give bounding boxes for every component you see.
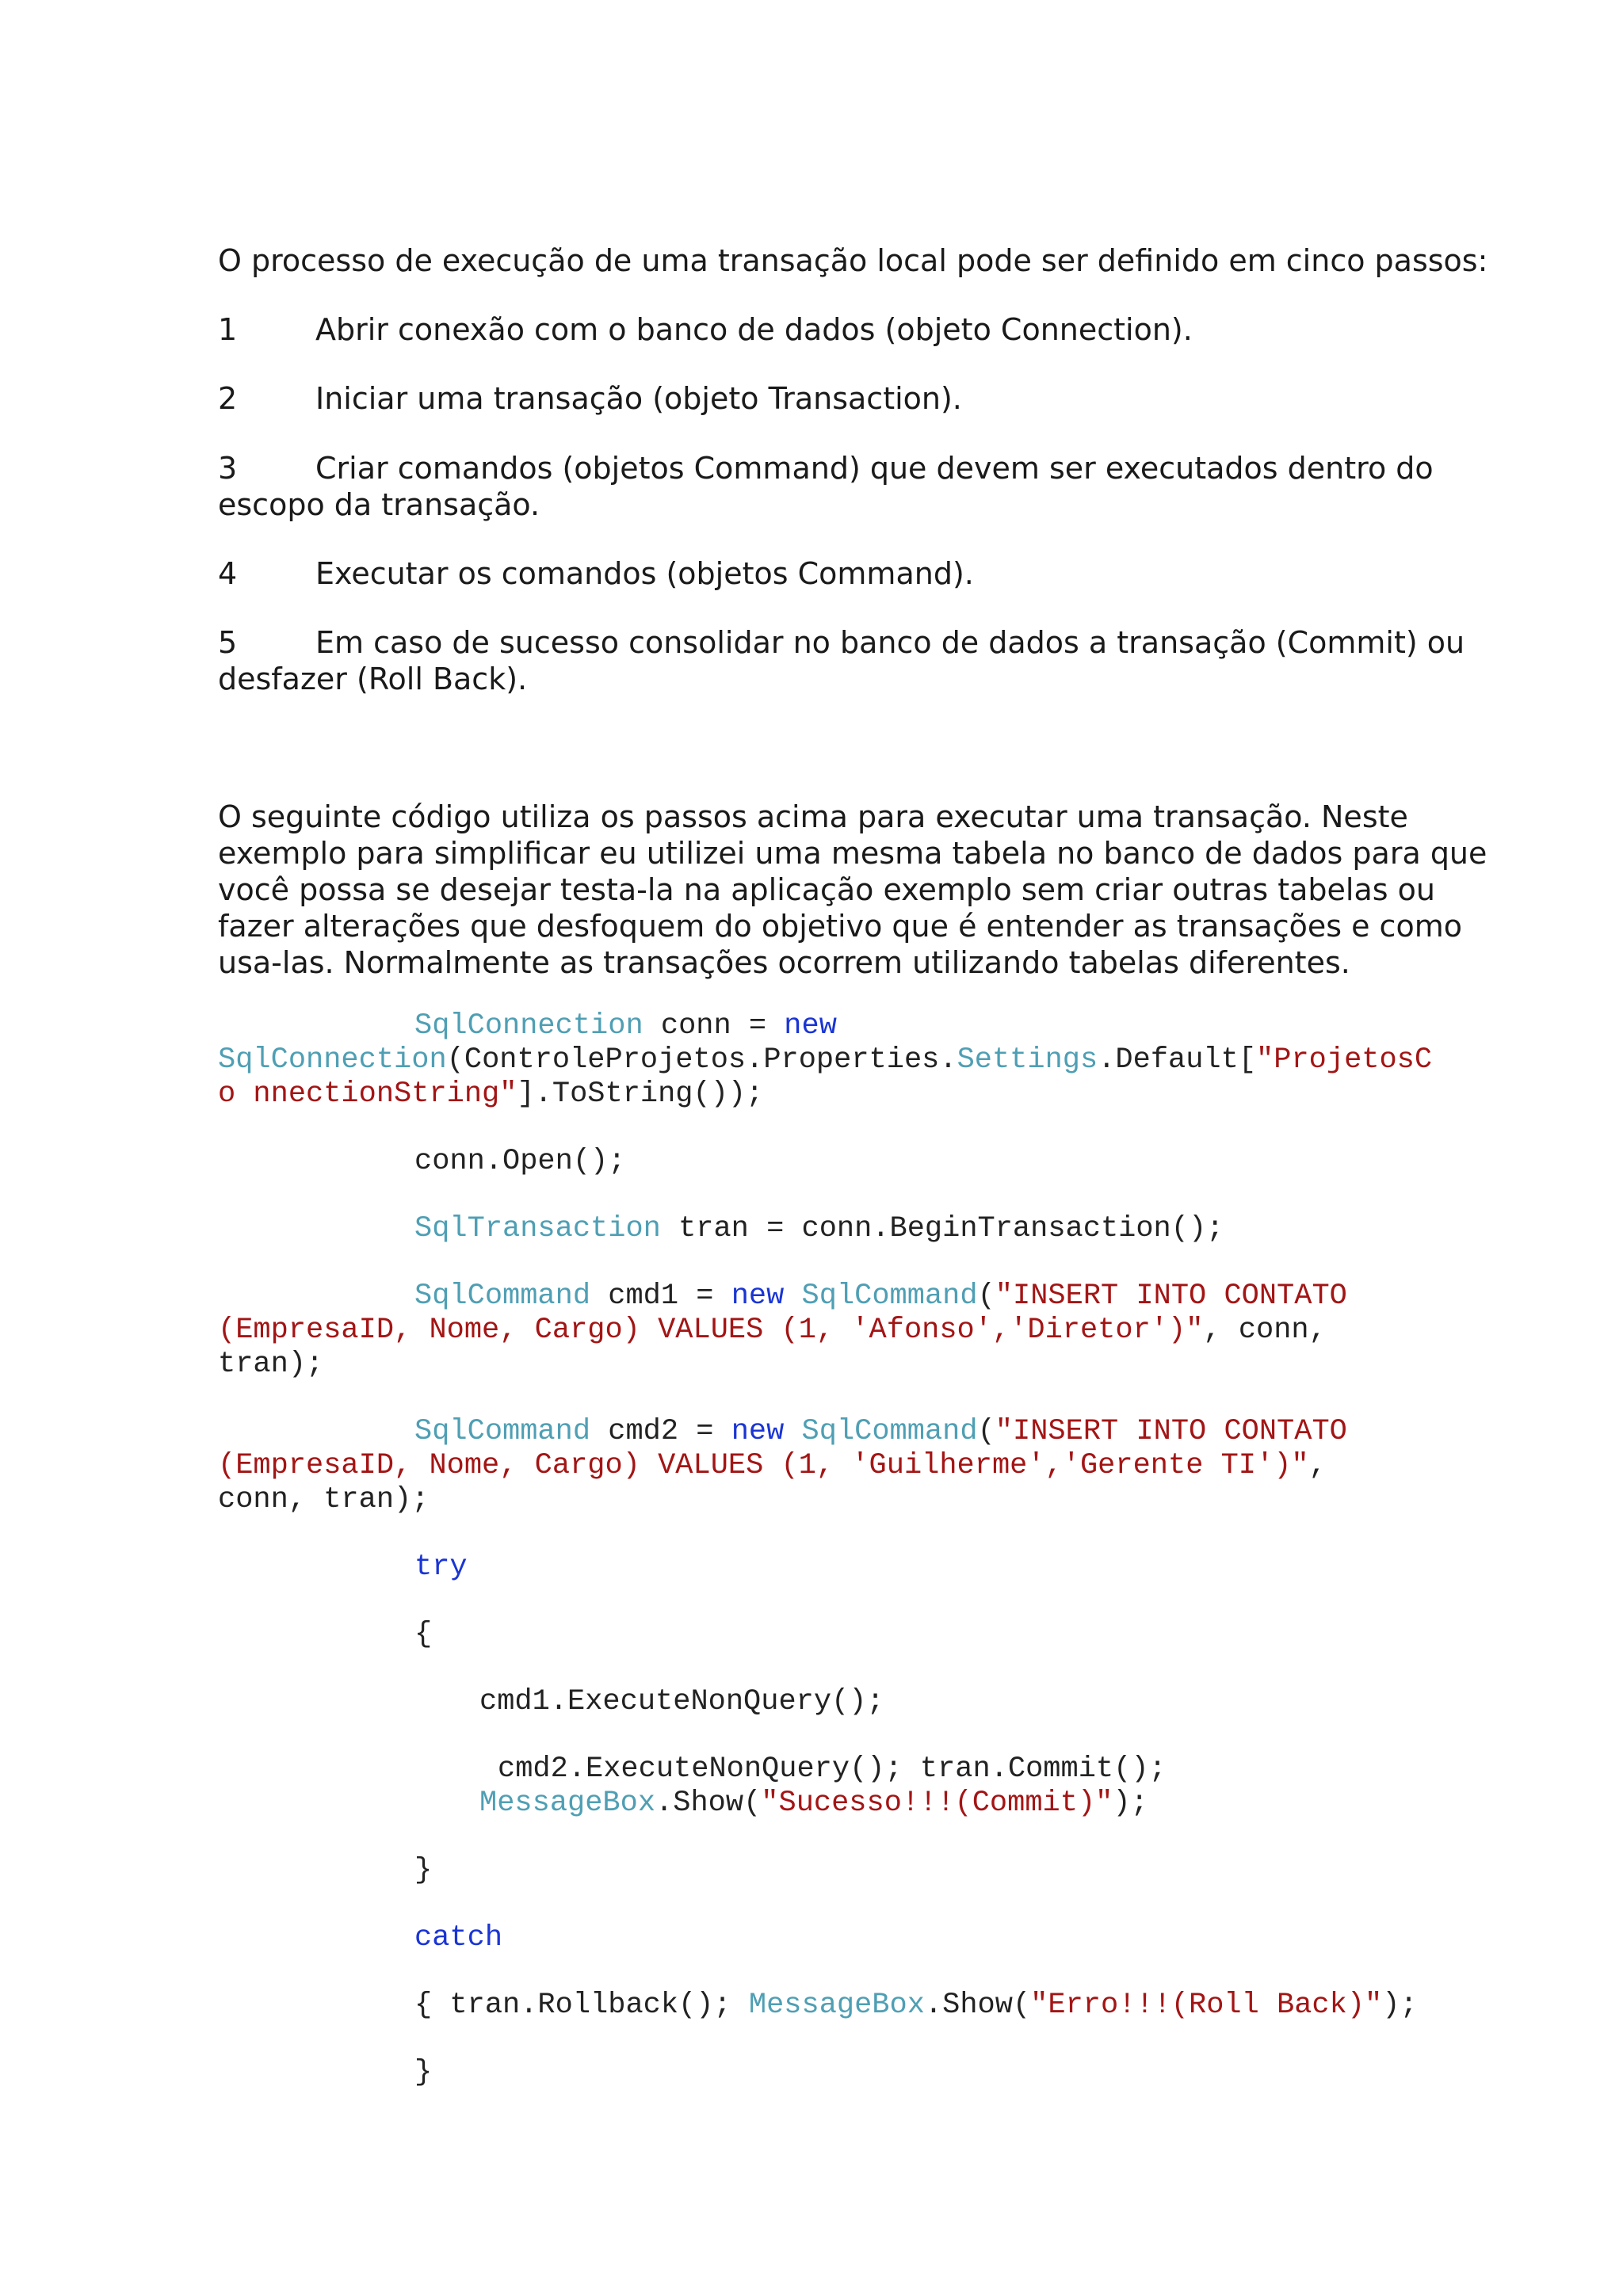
step-text: Em caso de sucesso consolidar no banco de dados a transação (Commit) ou [315,625,1465,660]
paragraph-line: fazer alterações que desfoquem do objetivo que é entender as transações e como [218,909,1462,944]
code-line: { tran.Rollback(); MessageBox.Show("Erro!!!(Roll Back)"); [414,1989,1418,2022]
code-line: SqlCommand cmd1 = new SqlCommand("INSERT INTO CONTATO [414,1280,1347,1313]
step-text: Executar os comandos (objetos Command). [315,556,974,591]
paragraph-line: você possa se desejar testa-la na aplicação exemplo sem criar outras tabelas ou [218,872,1435,907]
code-line: cmd2.ExecuteNonQuery(); tran.Commit(); [498,1753,1167,1786]
step-text-continued: escopo da transação. [218,487,540,522]
code-line: SqlTransaction tran = conn.BeginTransaction(); [414,1212,1224,1245]
paragraph-line: usa-las. Normalmente as transações ocorrem utilizando tabelas diferentes. [218,945,1350,980]
code-line: catch [414,1921,503,1955]
paragraph-line: O seguinte código utiliza os passos acima para executar uma transação. Neste [218,799,1408,834]
step-number: 5 [218,625,238,660]
step-text: Abrir conexão com o banco de dados (objeto Connection). [315,312,1193,347]
code-line: o nnectionString"].ToString()); [218,1077,764,1111]
code-line: cmd1.ExecuteNonQuery(); [479,1685,884,1718]
step-text: Iniciar uma transação (objeto Transaction). [315,381,962,416]
step-item [218,555,1494,592]
step-item [218,380,1494,417]
code-line: try [414,1550,468,1584]
paragraph-line: exemplo para simplificar eu utilizei uma mesma tabela no banco de dados para que [218,836,1487,871]
code-line: conn.Open(); [414,1145,626,1178]
code-line: (EmpresaID, Nome, Cargo) VALUES (1, 'Afonso','Diretor')", conn, [218,1314,1327,1347]
code-line: } [414,1854,433,1887]
step-number: 3 [218,451,238,486]
step-item [218,624,1494,697]
code-line: MessageBox.Show("Sucesso!!!(Commit)"); [479,1787,1148,1820]
step-item [218,311,1494,348]
code-line: SqlCommand cmd2 = new SqlCommand("INSERT INTO CONTATO [414,1415,1347,1448]
code-line: (EmpresaID, Nome, Cargo) VALUES (1, 'Guilherme','Gerente TI')", [218,1449,1327,1482]
code-line: conn, tran); [218,1483,430,1516]
code-line: SqlConnection conn = new [414,1009,837,1043]
step-text-continued: desfazer (Roll Back). [218,662,528,696]
step-item [218,450,1494,523]
code-line: tran); [218,1348,324,1381]
step-number: 4 [218,556,238,591]
step-number: 1 [218,312,238,347]
code-line: SqlConnection(ControleProjetos.Properties.Settings.Default["ProjetosC [218,1043,1433,1077]
step-text: Criar comandos (objetos Command) que devem ser executados dentro do [315,451,1434,486]
step-number: 2 [218,381,238,416]
code-line: { [414,1618,433,1651]
explanation-paragraph [218,799,1494,981]
code-line: } [414,2056,433,2089]
intro-text: O processo de execução de uma transação local pode ser definido em cinco passos: [218,243,1488,278]
